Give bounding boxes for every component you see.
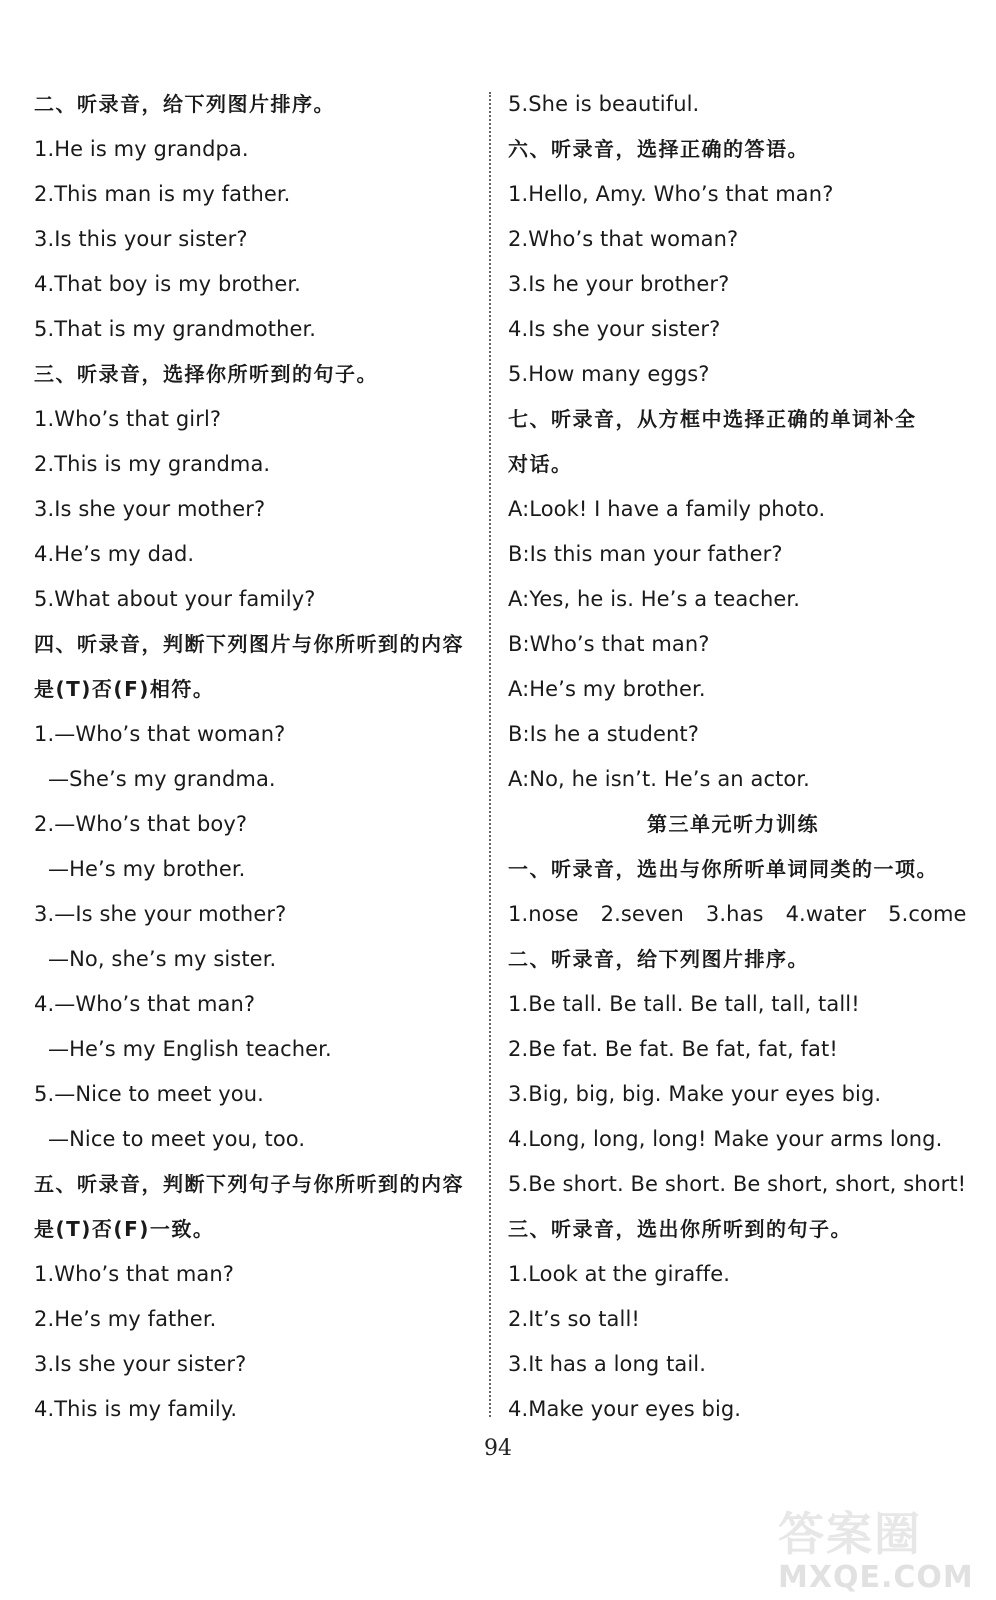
text-line: 4.He’s my dad. [34, 542, 195, 566]
text-line: 4.—Who’s that man? [34, 992, 256, 1016]
text-line: 5.That is my grandmother. [34, 317, 317, 341]
dialogue-line: —She’s my grandma. [48, 767, 276, 791]
text-line: A:No, he isn’t. He’s an actor. [508, 767, 810, 791]
section-heading: 二、听录音，给下列图片排序。 [508, 947, 809, 971]
text-line: 2.He’s my father. [34, 1307, 217, 1331]
watermark-logo [778, 1498, 978, 1595]
text-line: 2.Be fat. Be fat. Be fat, fat, fat! [508, 1037, 838, 1061]
watermark-bottom: MXQE.COM [778, 1560, 974, 1595]
text-line: 2.This man is my father. [34, 182, 291, 206]
section-heading: 三、听录音，选出你所听到的句子。 [508, 1217, 852, 1241]
text-line: 2.—Who’s that boy? [34, 812, 248, 836]
text-line: 3.—Is she your mother? [34, 902, 287, 926]
text-line: B:Is this man your father? [508, 542, 783, 566]
text-line: 3.Is she your mother? [34, 497, 266, 521]
text-line: 1.Be tall. Be tall. Be tall, tall, tall! [508, 992, 860, 1016]
text-line: 3.It has a long tail. [508, 1352, 707, 1376]
text-line: 3.Is this your sister? [34, 227, 248, 251]
text-line: B:Who’s that man? [508, 632, 710, 656]
text-line: A:Look! I have a family photo. [508, 497, 826, 521]
section-heading: 一、听录音，选出与你所听单词同类的一项。 [508, 857, 938, 881]
text-line: 4.Is she your sister? [508, 317, 721, 341]
column-divider [489, 92, 491, 1417]
section-heading: 二、听录音，给下列图片排序。 [34, 92, 335, 116]
text-line: 5.Be short. Be short. Be short, short, short! [508, 1172, 967, 1196]
dialogue-line: —Nice to meet you, too. [48, 1127, 306, 1151]
text-line: 1.He is my grandpa. [34, 137, 249, 161]
text-line: 5.How many eggs? [508, 362, 710, 386]
section-heading: 是(T)否(F)一致。 [34, 1217, 215, 1241]
watermark-top: 答案圈 [778, 1507, 922, 1561]
dialogue-line: —He’s my brother. [48, 857, 246, 881]
dialogue-line: —No, she’s my sister. [48, 947, 277, 971]
text-line: 1.Who’s that girl? [34, 407, 222, 431]
text-line: A:He’s my brother. [508, 677, 706, 701]
section-heading: 五、听录音，判断下列句子与你所听到的内容 [34, 1172, 464, 1196]
right-column [508, 82, 967, 1432]
word-list [508, 892, 967, 937]
text-line: 1.Hello, Amy. Who’s that man? [508, 182, 834, 206]
page-number: 94 [484, 1436, 512, 1461]
text-line: 1.Who’s that man? [34, 1262, 235, 1286]
text-line: 3.Is she your sister? [34, 1352, 247, 1376]
text-line: 5.—Nice to meet you. [34, 1082, 264, 1106]
text-line: 5.She is beautiful. [508, 92, 700, 116]
section-heading: 六、听录音，选择正确的答语。 [508, 137, 809, 161]
text-line: 4.That boy is my brother. [34, 272, 301, 296]
word-item: 1.nose [508, 902, 579, 926]
left-column [34, 82, 474, 1432]
text-line: 2.It’s so tall! [508, 1307, 640, 1331]
text-line: 4.This is my family. [34, 1397, 238, 1421]
text-line: 4.Long, long, long! Make your arms long. [508, 1127, 943, 1151]
section-heading: 是(T)否(F)相符。 [34, 677, 215, 701]
word-item: 3.has [705, 902, 764, 926]
unit-title: 第三单元听力训练 [647, 812, 819, 836]
section-heading: 七、听录音，从方框中选择正确的单词补全 [508, 407, 917, 431]
section-heading: 对话。 [508, 452, 573, 476]
text-line: B:Is he a student? [508, 722, 699, 746]
text-line: 2.This is my grandma. [34, 452, 271, 476]
word-item: 2.seven [600, 902, 684, 926]
text-line: 1.Look at the giraffe. [508, 1262, 731, 1286]
text-line: 1.—Who’s that woman? [34, 722, 286, 746]
dialogue-line: —He’s my English teacher. [48, 1037, 332, 1061]
word-item: 4.water [785, 902, 867, 926]
text-line: 2.Who’s that woman? [508, 227, 739, 251]
text-line: 3.Is he your brother? [508, 272, 730, 296]
text-line: 5.What about your family? [34, 587, 316, 611]
text-line: 4.Make your eyes big. [508, 1397, 742, 1421]
text-line: 3.Big, big, big. Make your eyes big. [508, 1082, 882, 1106]
text-line: A:Yes, he is. He’s a teacher. [508, 587, 800, 611]
word-item: 5.come [888, 902, 967, 926]
section-heading: 三、听录音，选择你所听到的句子。 [34, 362, 378, 386]
section-heading: 四、听录音，判断下列图片与你所听到的内容 [34, 632, 464, 656]
